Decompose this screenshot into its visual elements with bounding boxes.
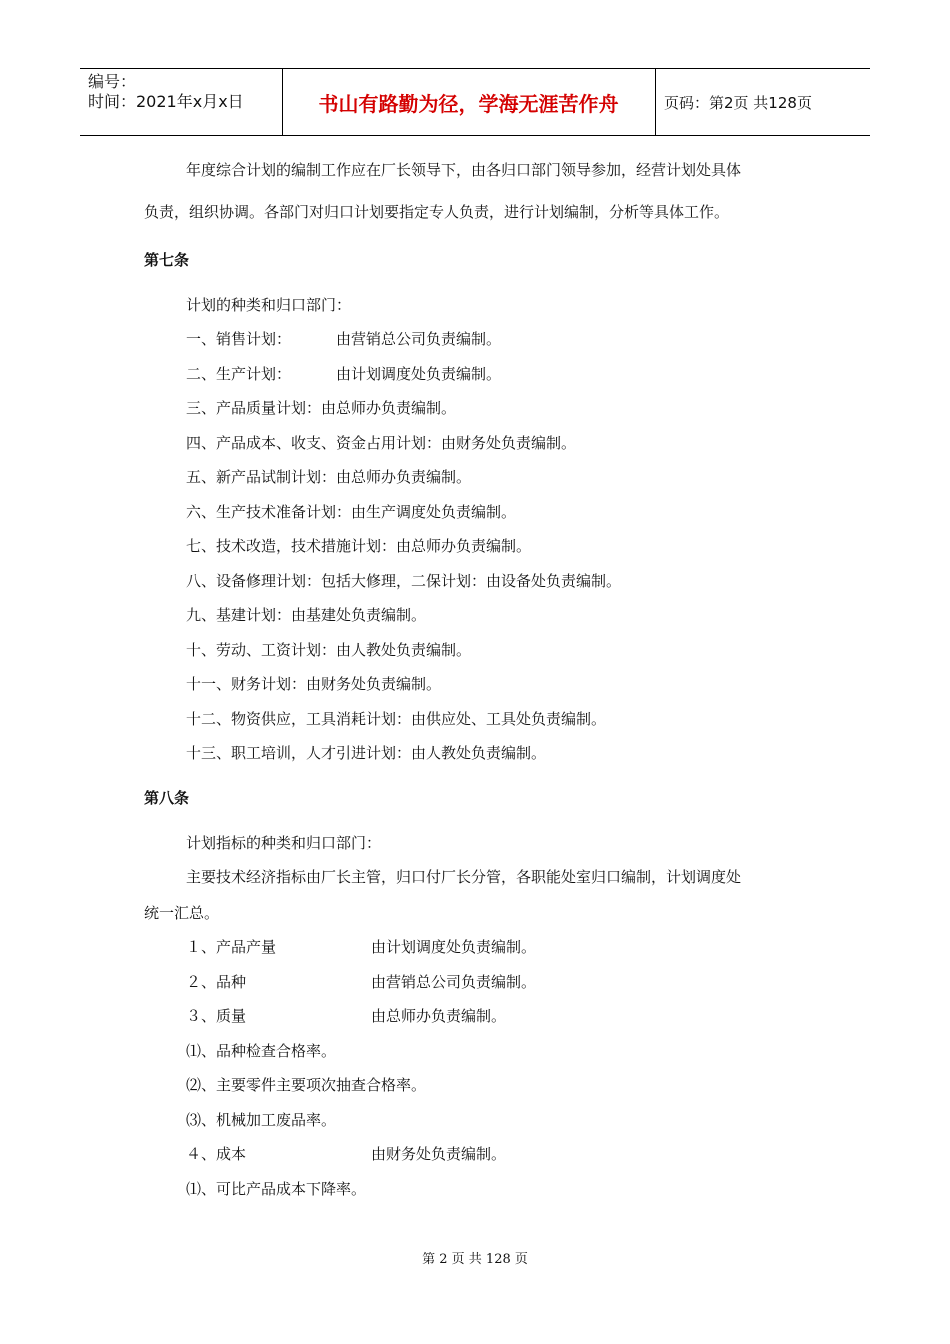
article7-item: [186, 363, 501, 384]
article7-item: [186, 432, 576, 453]
item-label: 四、产品成本、收支、资金占用计划：: [186, 433, 442, 452]
date-label: 时间：2021年x月x日: [88, 92, 244, 111]
item-label: 十一、财务计划：: [186, 675, 307, 693]
article7-item: [186, 397, 456, 418]
item-label: 七、技术改造，技术措施计划：: [186, 537, 397, 555]
article8-item: [186, 1109, 336, 1130]
item-text: 由总师办负责编制。: [396, 537, 532, 555]
article8-lead: 计划指标的种类和归口部门：: [186, 834, 382, 852]
page-footer: 第 2 页 共 128 页: [422, 1252, 528, 1267]
item-label: 八、设备修理计划：: [186, 571, 322, 590]
article8-item: [186, 1143, 506, 1164]
article7-title: 第七条: [144, 251, 190, 269]
article8-title: 第八条: [144, 789, 190, 807]
item-text: 由总师办负责编制。: [321, 399, 457, 417]
item-label: １、产品产量: [186, 938, 277, 956]
item-label: ⑴、可比产品成本下降率。: [186, 1179, 367, 1198]
header-meta: [88, 72, 244, 112]
article7-item: [186, 570, 621, 591]
item-text: 由财务处负责编制。: [306, 675, 442, 693]
article7-item: [186, 742, 546, 763]
item-text: 由财务处负责编制。: [441, 433, 577, 452]
article8-item: [186, 1040, 336, 1061]
item-text: 由供应处、工具处负责编制。: [411, 709, 607, 728]
intro-line-2: 负责，组织协调。各部门对归口计划要指定专人负责，进行计划编制，分析等具体工作。: [144, 203, 730, 221]
item-text: 由计划调度处负责编制。: [336, 364, 502, 383]
item-text: 由人教处负责编制。: [336, 640, 472, 659]
item-label: 二、生产计划：: [186, 364, 292, 383]
item-label: ⑴、品种检查合格率。: [186, 1041, 337, 1060]
article8-item: [186, 1005, 506, 1026]
article8-item: [186, 1074, 426, 1095]
item-label: ４、成本: [186, 1145, 247, 1163]
article8-item: [186, 1178, 366, 1199]
intro-line-1: 年度综合计划的编制工作应在厂长领导下，由各归口部门领导参加，经营计划处具体: [186, 161, 742, 179]
item-label: 一、销售计划：: [186, 330, 292, 348]
item-label: 五、新产品试制计划：: [186, 468, 337, 486]
item-label: 六、生产技术准备计划：: [186, 502, 352, 521]
item-label: 九、基建计划：: [186, 606, 292, 624]
header-page-info: 页码：第2页 共128页: [664, 93, 812, 112]
article7-item: [186, 328, 501, 349]
item-label: 十二、物资供应，工具消耗计划：: [186, 709, 412, 728]
item-text: 由总师办负责编制。: [371, 1007, 507, 1025]
article7-item: [186, 466, 471, 487]
item-label: ⑶、机械加工废品率。: [186, 1110, 337, 1129]
article7-item: [186, 501, 516, 522]
article7-item: [186, 708, 606, 729]
item-text: 由基建处负责编制。: [291, 606, 427, 624]
article8-item: [186, 936, 536, 957]
page-header: [80, 68, 870, 136]
item-text: 由计划调度处负责编制。: [371, 938, 537, 956]
item-text: 包括大修理，二保计划：由设备处负责编制。: [321, 571, 622, 590]
item-label: 三、产品质量计划：: [186, 399, 322, 417]
item-label: 十、劳动、工资计划：: [186, 640, 337, 659]
item-text: 由营销总公司负责编制。: [336, 330, 502, 348]
article8-item: [186, 971, 536, 992]
article8-desc-line-1: 主要技术经济指标由厂长主管，归口付厂长分管，各职能处室归口编制，计划调度处: [186, 868, 742, 886]
item-label: ３、质量: [186, 1007, 247, 1025]
item-label: 十三、职工培训，人才引进计划：: [186, 744, 412, 762]
item-text: 由总师办负责编制。: [336, 468, 472, 486]
article8-desc-line-2: 统一汇总。: [144, 904, 220, 922]
item-text: 由人教处负责编制。: [411, 744, 547, 762]
header-motto: 书山有路勤为径，学海无涯苦作舟: [318, 91, 619, 116]
article7-item: [186, 535, 531, 556]
item-text: 由营销总公司负责编制。: [371, 972, 537, 991]
item-label: ２、品种: [186, 972, 247, 991]
item-text: 由生产调度处负责编制。: [351, 502, 517, 521]
article7-lead: 计划的种类和归口部门：: [186, 296, 352, 314]
header-divider-right: [655, 68, 656, 136]
article7-item: [186, 604, 426, 625]
article7-item: [186, 639, 471, 660]
article7-item: [186, 673, 441, 694]
item-text: 由财务处负责编制。: [371, 1145, 507, 1163]
number-label: 编号：: [88, 72, 137, 91]
item-label: ⑵、主要零件主要项次抽查合格率。: [186, 1076, 427, 1094]
